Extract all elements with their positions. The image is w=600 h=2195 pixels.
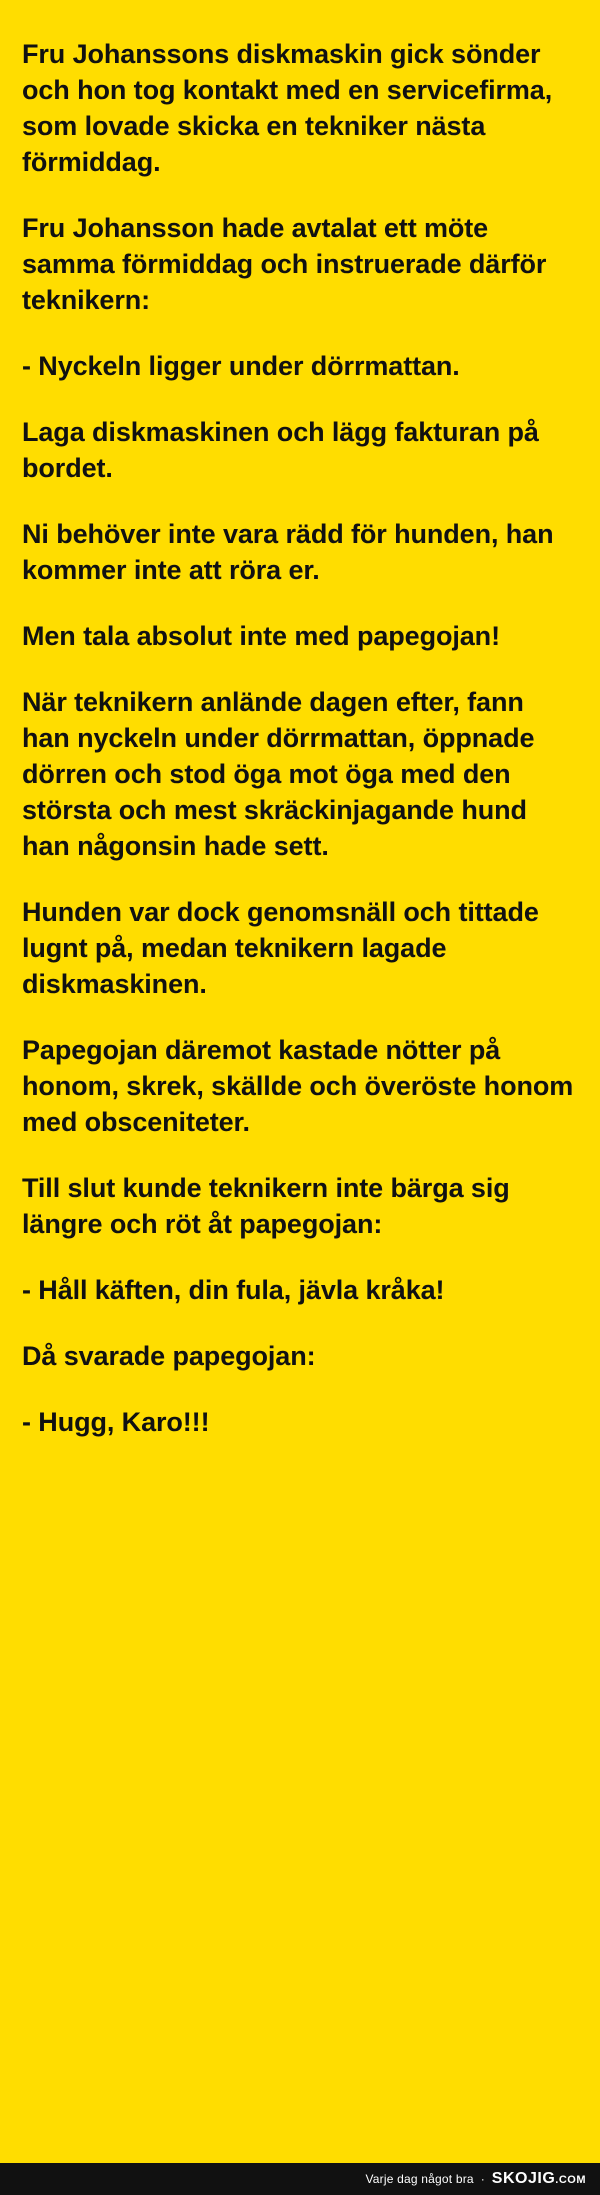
story-paragraph: Papegojan däremot kastade nötter på honom, skrek, skällde och överöste honom med obsceniteter.: [22, 1035, 581, 1137]
footer-separator: ·: [480, 2172, 485, 2186]
story-paragraph: Ni behöver inte vara rädd för hunden, han kommer inte att röra er.: [22, 519, 561, 585]
footer-brand-name: SKOJIG: [491, 2170, 556, 2187]
footer-brand-tld: .COM: [555, 2174, 586, 2186]
footer-brand[interactable]: [492, 2170, 586, 2188]
story-paragraph: Laga diskmaskinen och lägg fakturan på bordet.: [22, 417, 547, 483]
story-paragraph: - Hugg, Karo!!!: [22, 1407, 210, 1437]
footer-tagline: Varje dag något bra: [365, 2172, 474, 2186]
story-paragraph: - Nyckeln ligger under dörrmattan.: [22, 351, 460, 381]
story-paragraph: När teknikern anlände dagen efter, fann han nyckeln under dörrmattan, öppnade dörren och stod öga mot öga med den största och mest skräckinjagande hund han någonsin hade sett.: [22, 687, 542, 861]
story-paragraph: - Håll käften, din fula, jävla kråka!: [22, 1275, 445, 1305]
story-paragraph: Då svarade papegojan:: [22, 1341, 316, 1371]
story-paragraph: Men tala absolut inte med papegojan!: [22, 621, 500, 651]
footer-bar: [0, 2163, 600, 2195]
story-paragraph: Till slut kunde teknikern inte bärga sig längre och röt åt papegojan:: [22, 1173, 518, 1239]
story-paragraph: Fru Johansson hade avtalat ett möte samma förmiddag och instruerade därför teknikern:: [22, 213, 554, 315]
story-paragraph: Fru Johanssons diskmaskin gick sönder och hon tog kontakt med en servicefirma, som lovade skicka en tekniker nästa förmiddag.: [22, 39, 560, 177]
story-paragraph: Hunden var dock genomsnäll och tittade lugnt på, medan teknikern lagade diskmaskinen.: [22, 897, 547, 999]
